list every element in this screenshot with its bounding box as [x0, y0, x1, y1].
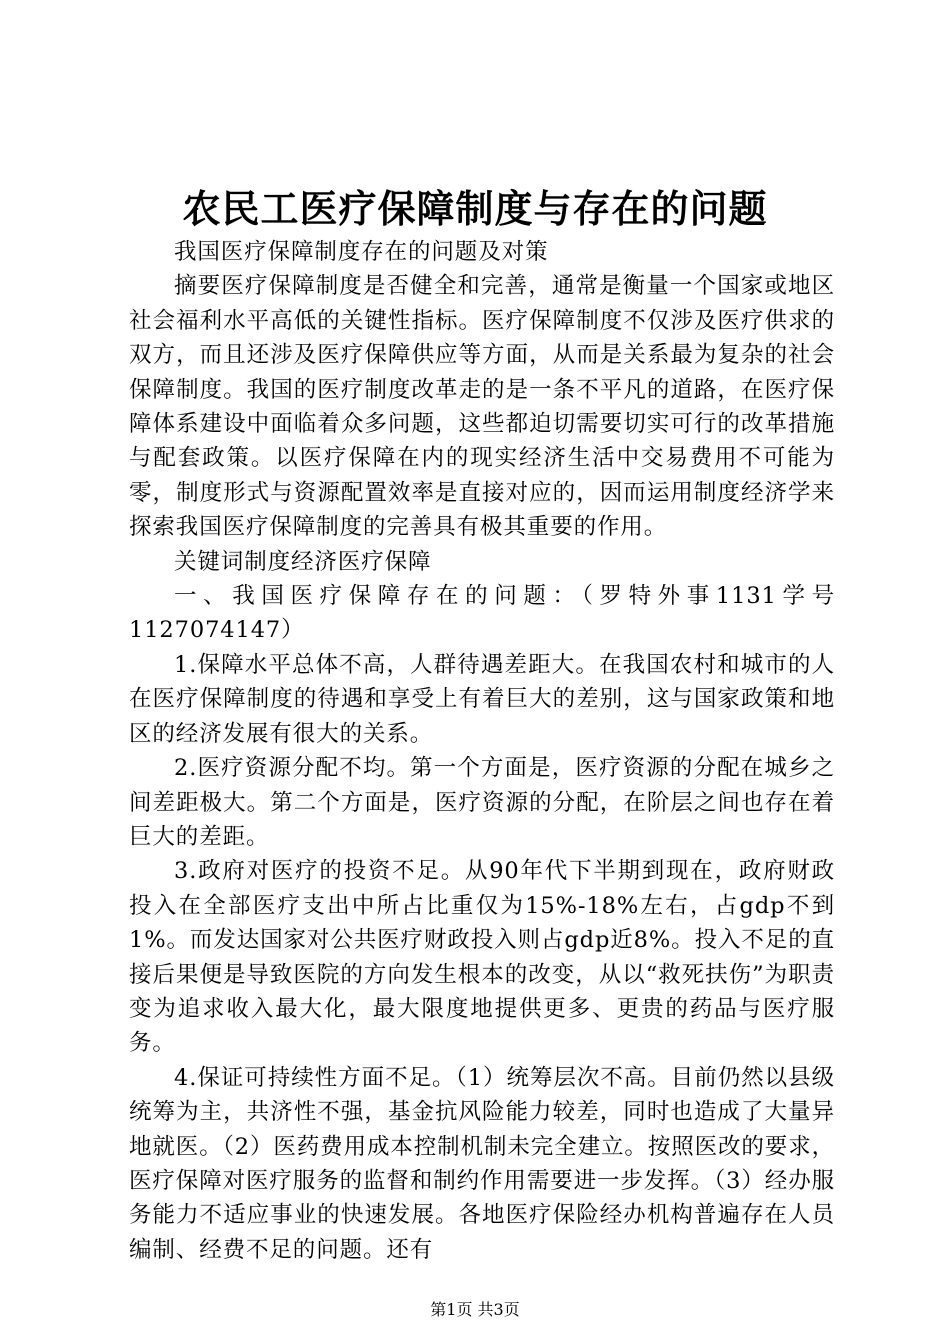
document-body — [129, 235, 835, 1267]
section-heading: 一、我国医疗保障存在的问题：（罗特外事1131学号1127074147） — [129, 583, 835, 644]
keywords-paragraph: 关键词制度经济医疗保障 — [174, 548, 432, 575]
body-paragraph: 1.保障水平总体不高，人群待遇差距大。在我国农村和城市的人在医疗保障制度的待遇和享受上有着巨大的差别，这与国家政策和地区的经济发展有很大的关系。 — [129, 651, 835, 747]
abstract-paragraph: 摘要医疗保障制度是否健全和完善，通常是衡量一个国家或地区社会福利水平高低的关键性指标。医疗保障制度不仅涉及医疗供求的双方，而且还涉及医疗保障供应等方面，从而是关系最为复杂的社会保障制度。我国的医疗制度改革走的是一条不平凡的道路，在医疗保障体系建设中面临着众多问题，这些都迫切需要切实可行的改革措施与配套政策。以医疗保障在内的现实经济生活中交易费用不可能为零，制度形式与资源配置效率是直接对应的，因而运用制度经济学来探索我国医疗保障制度的完善具有极其重要的作用。 — [129, 273, 835, 541]
body-paragraph: 2.医疗资源分配不均。第一个方面是，医疗资源的分配在城乡之间差距极大。第二个方面是，医疗资源的分配，在阶层之间也存在着巨大的差距。 — [129, 755, 835, 850]
page-number-footer: 第1页 共3页 — [430, 1300, 520, 1319]
document-title: 农民工医疗保障制度与存在的问题 — [182, 186, 768, 231]
body-paragraph: 4.保证可持续性方面不足。（1）统筹层次不高。目前仍然以县级统筹为主，共济性不强，基金抗风险能力较差，同时也造成了大量异地就医。（2）医药费用成本控制机制未完全建立。按照医改的要求，医疗保障对医疗服务的监督和制约作用需要进一步发挥。（3）经办服务能力不适应事业的快速发展。各地医疗保险经办机构普遍存在人员编制、经费不足的问题。还有 — [129, 1064, 835, 1263]
subtitle-paragraph: 我国医疗保障制度存在的问题及对策 — [174, 239, 549, 265]
body-paragraph: 3.政府对医疗的投资不足。从90年代下半期到现在，政府财政投入在全部医疗支出中所占比重仅为15%-18%左右，占gdp不到1%。而发达国家对公共医疗财政投入则占gdp近8%。投入不足的直接后果便是导致医院的方向发生根本的改变，从以“救死扶伤”为职责变为追求收入最大化，最大限度地提供更多、更贵的药品与医疗服务。 — [129, 858, 835, 1057]
